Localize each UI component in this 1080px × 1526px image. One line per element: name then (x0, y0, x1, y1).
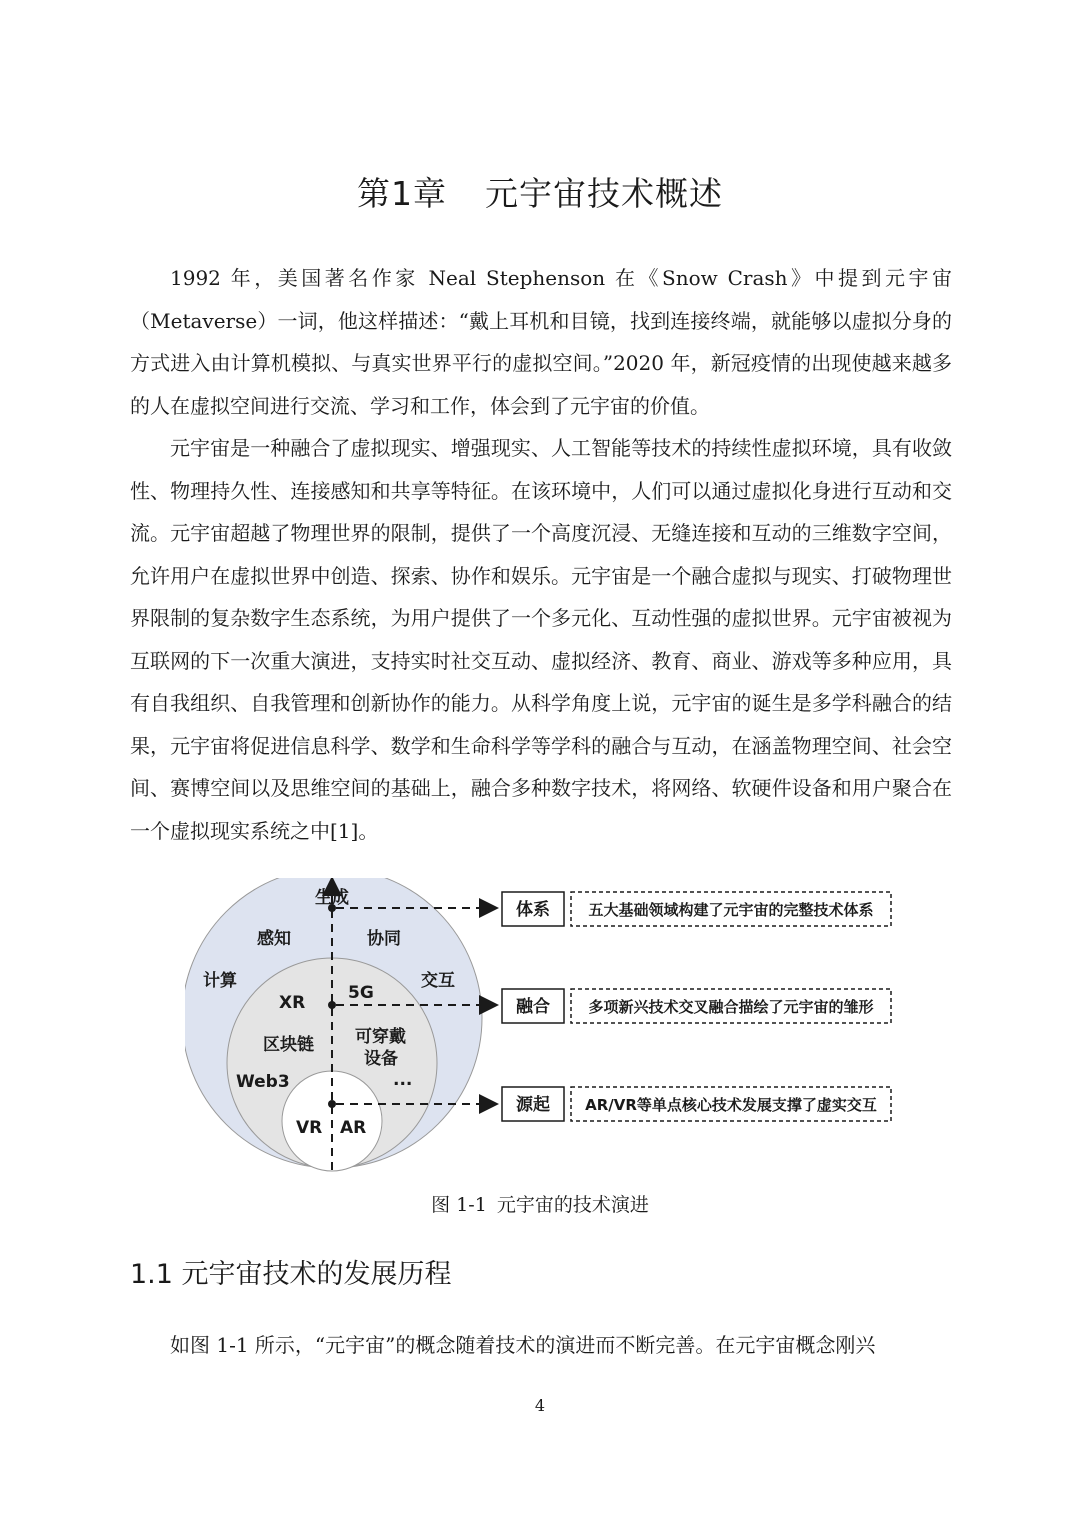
paragraph-text: 1992 年，美国著名作家 Neal Stephenson 在《Snow Crash》中提到元宇宙（Metaverse）一词，他这样描述：“戴上耳机和目镜，找到连接终端，就能够以虚拟分身的方式进入由计算机模拟、与真实世界平行的虚拟空间。”2020 年，新冠疫情的出现使越来越多的人在虚拟空间进行交流、学习和工作，体会到了元宇宙的价值。 (130, 266, 952, 418)
stage-desc-system: 五大基础领域构建了元宇宙的完整技术体系 (588, 901, 874, 919)
section-title: 1.1 元宇宙技术的发展历程 (130, 1259, 452, 1290)
stage-desc-origin: AR/VR等单点核心技术发展支撑了虚实交互 (585, 1096, 877, 1114)
section-paragraph (130, 1324, 952, 1366)
chapter-name: 元宇宙技术概述 (485, 174, 723, 213)
caption-text: 元宇宙的技术演进 (496, 1194, 649, 1216)
label-device: 设备 (364, 1049, 398, 1069)
label-blockchain: 区块链 (263, 1035, 314, 1055)
paragraph-text: 如图 1-1 所示，“元宇宙”的概念随着技术的演进而不断完善。在元宇宙概念刚兴 (170, 1333, 876, 1357)
label-ellipsis: ... (393, 1070, 413, 1090)
label-vr: VR (296, 1118, 323, 1138)
paragraph-text: 元宇宙是一种融合了虚拟现实、增强现实、人工智能等技术的持续性虚拟环境，具有收敛性、物理持久性、连接感知和共享等特征。在该环境中，人们可以通过虚拟化身进行互动和交流。元宇宙超越了物理世界的限制，提供了一个高度沉浸、无缝连接和互动的三维数字空间，允许用户在虚拟世界中创造、探索、协作和娱乐。元宇宙是一个融合虚拟与现实、打破物理世界限制的复杂数字生态系统，为用户提供了一个多元化、互动性强的虚拟世界。元宇宙被视为互联网的下一次重大演进，支持实时社交互动、虚拟经济、教育、商业、游戏等多种应用，具有自我组织、自我管理和创新协作的能力。从科学角度上说，元宇宙的诞生是多学科融合的结果，元宇宙将促进信息科学、数学和生命科学等学科的融合与互动，在涵盖物理空间、社会空间、赛博空间以及思维空间的基础上，融合多种数字技术，将网络、软硬件设备和用户聚合在一个虚拟现实系统之中[1]。 (130, 436, 952, 843)
axis-dot-middle (328, 1001, 336, 1009)
chapter-title (0, 168, 1080, 215)
figure-svg (185, 878, 900, 1178)
label-ar: AR (340, 1118, 367, 1138)
stage-tag-origin: 源起 (516, 1095, 550, 1115)
label-collaborate: 协同 (367, 929, 401, 949)
label-wearable: 可穿戴 (355, 1027, 406, 1047)
label-web3: Web3 (236, 1072, 290, 1092)
paragraph-2 (130, 427, 952, 852)
label-compute: 计算 (203, 971, 237, 991)
paragraph-1 (130, 257, 952, 427)
axis-dot-bottom (328, 1100, 336, 1108)
stage-tag-fusion: 融合 (516, 997, 550, 1017)
figure-caption (0, 1190, 1080, 1217)
label-perceive: 感知 (257, 929, 291, 949)
label-xr: XR (279, 993, 306, 1013)
page-number: 4 (534, 1396, 546, 1415)
tech-evolution-figure (185, 878, 900, 1178)
chapter-number: 第1章 (357, 174, 447, 213)
label-5g: 5G (348, 983, 374, 1003)
label-interact: 交互 (421, 971, 455, 991)
stage-tag-system: 体系 (516, 900, 550, 920)
caption-number: 图 1-1 (431, 1194, 487, 1216)
stage-desc-fusion: 多项新兴技术交叉融合描绘了元宇宙的雏形 (588, 998, 874, 1016)
label-generate: 生成 (315, 888, 349, 908)
